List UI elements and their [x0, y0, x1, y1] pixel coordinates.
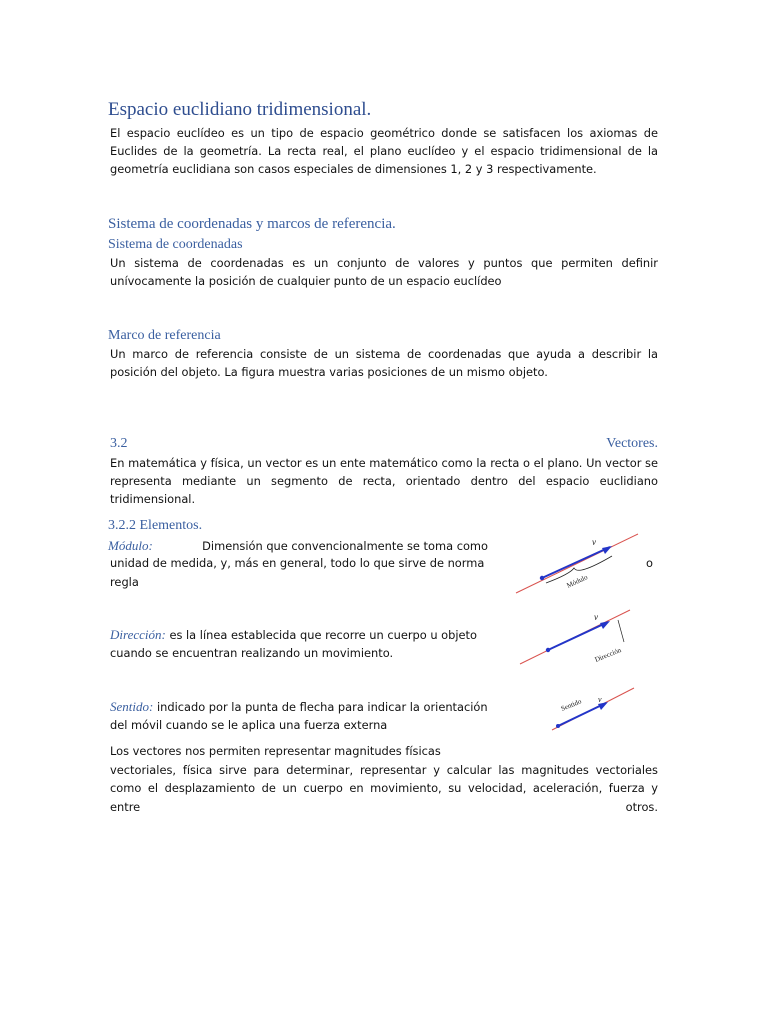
modulo-line-2-end: o — [646, 556, 653, 570]
modulo-line-2: unidad de medida, y, más en general, todo lo que sirve de norma — [110, 556, 485, 570]
direccion-label: Dirección — [593, 646, 623, 664]
section-heading-coordinates: Sistema de coordenadas y marcos de referencia. — [108, 216, 396, 232]
modulo-text-1: Dimensión que convencionalmente se toma como — [202, 539, 488, 553]
closing-text-3: como el desplazamiento de un cuerpo en movimiento, su velocidad, aceleración, fuerza y — [110, 781, 658, 795]
subheading-reference-frame: Marco de referencia — [108, 328, 221, 343]
direccion-vector-letter: v — [594, 612, 598, 622]
section-label: Vectores. — [606, 436, 658, 451]
closing-line-4 — [110, 800, 658, 814]
modulo-figure — [512, 530, 642, 596]
coordinates-paragraph: Un sistema de coordenadas es un conjunto de valores y puntos que permiten definir unívocamente la posición de cualquier punto de un espacio euclídeo — [110, 256, 658, 288]
direccion-marker — [618, 620, 624, 642]
page-title: Espacio euclidiano tridimensional. — [108, 99, 372, 120]
vectors-paragraph: En matemática y física, un vector es un ente matemático como la recta o el plano. Un vector se representa mediante un segmento de recta, orientado dentro del espacio euclidiano tridimensional. — [110, 456, 658, 506]
direccion-text-1: es la línea establecida que recorre un cuerpo u objeto — [169, 628, 477, 642]
modulo-line-1 — [108, 538, 488, 554]
sentido-vector-letter: v — [598, 695, 602, 704]
modulo-line-3: regla — [110, 575, 139, 589]
direccion-figure — [516, 604, 634, 668]
sentido-label: Sentido — [559, 697, 583, 713]
closing-text-1: Los vectores nos permiten representar magnitudes físicas — [110, 744, 441, 758]
direccion-vector — [548, 622, 608, 650]
sentido-figure — [548, 684, 638, 734]
direccion-line-2: cuando se encuentran realizando un movimiento. — [110, 646, 394, 660]
direccion-arrowhead — [600, 621, 610, 629]
sentido-line-1 — [110, 699, 488, 715]
closing-text-4-start: entre — [110, 800, 141, 814]
closing-line-1 — [110, 744, 500, 758]
section-number: 3.2 — [110, 436, 128, 451]
sentido-line-2: del móvil cuando se le aplica una fuerza externa — [110, 718, 388, 732]
direccion-term: Dirección: — [110, 627, 166, 642]
reference-frame-paragraph: Un marco de referencia consiste de un sistema de coordenadas que ayuda a describir la posición del objeto. La figura muestra varias posiciones de un mismo objeto. — [110, 347, 658, 379]
sentido-term: Sentido: — [110, 699, 154, 714]
modulo-vector-letter: v — [592, 537, 596, 547]
direccion-line-1 — [110, 627, 477, 643]
subheading-coordinate-system: Sistema de coordenadas — [108, 237, 243, 252]
modulo-label: Módulo — [565, 573, 589, 590]
sentido-text-1: indicado por la punta de flecha para indicar la orientación — [156, 700, 488, 714]
closing-line-2 — [110, 763, 658, 777]
subheading-elements: 3.2.2 Elementos. — [108, 518, 203, 533]
closing-line-3 — [110, 781, 658, 795]
closing-text-4-end: otros. — [625, 800, 658, 814]
sentido-origin-point — [556, 724, 560, 728]
intro-paragraph: El espacio euclídeo es un tipo de espacio geométrico donde se satisfacen los axiomas de Euclides de la geometría. La recta real, el plano euclídeo y el espacio tridimensional de la geometría euclidiana son casos especiales de dimensiones 1, 2 y 3 respectivamente. — [110, 126, 658, 176]
modulo-arrowhead — [602, 546, 612, 554]
closing-text-2: vectoriales, física sirve para determinar, representar y calcular las magnitudes vectoriales — [110, 763, 658, 777]
section-heading-vectors — [110, 436, 658, 452]
modulo-origin-point — [540, 576, 544, 580]
modulo-term: Módulo: — [108, 538, 153, 553]
direccion-origin-point — [546, 648, 550, 652]
